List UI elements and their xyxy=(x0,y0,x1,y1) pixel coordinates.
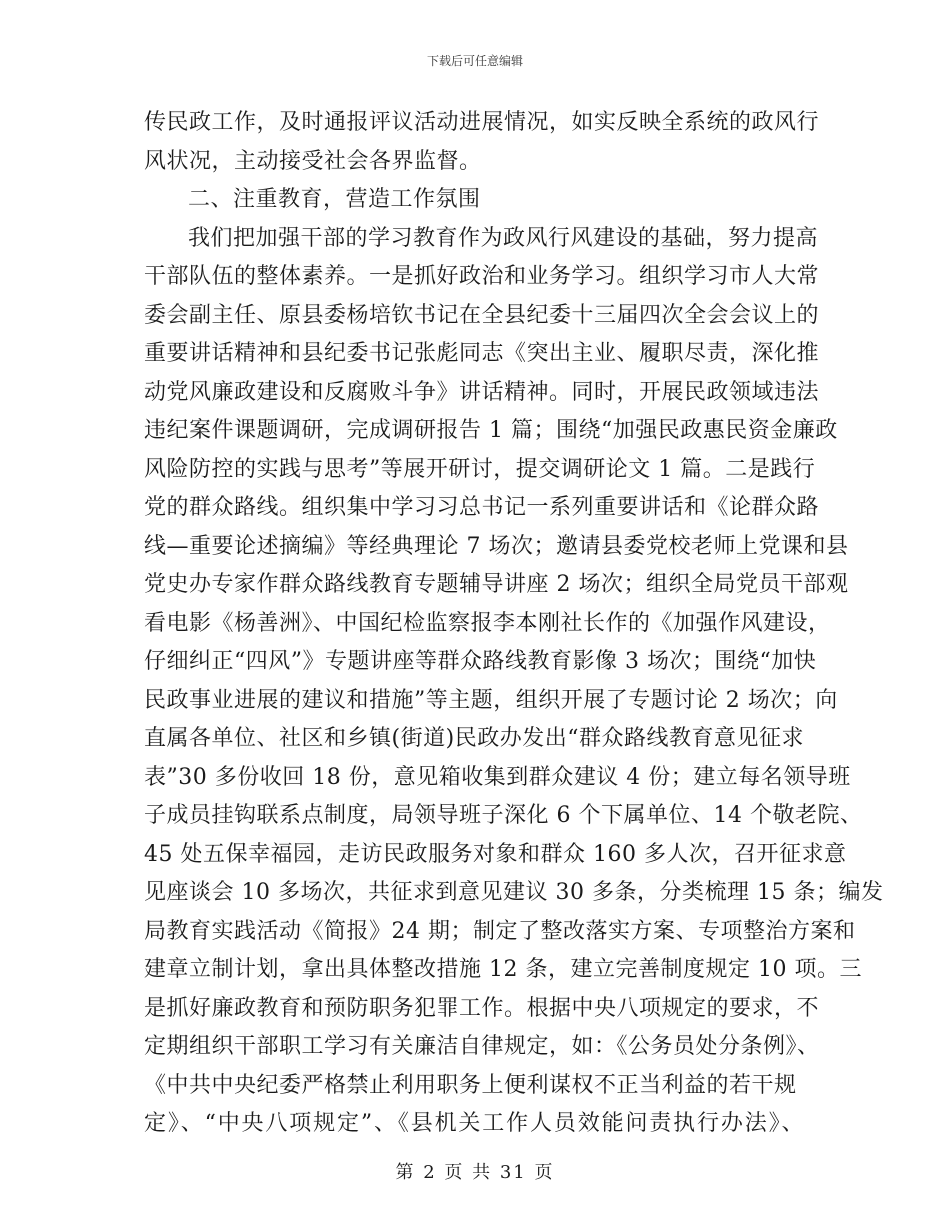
text-line: 委会副主任、原县委杨培钦书记在全县纪委十三届四次全会会议上的 xyxy=(144,302,820,328)
text-line: 定》、“中央八项规定”、《县机关工作人员效能问责执行办法》、 xyxy=(144,1111,804,1136)
text-line: 风险防控的实践与思考”等展开研讨，提交调研论文 1 篇。二是践行 xyxy=(144,456,816,482)
text-line: 45 处五保幸福园，走访民政服务对象和群众 160 多人次，召开征求意 xyxy=(144,841,847,867)
text-line: 看电影《杨善洲》、中国纪检监察报李本刚社长作的《加强作风建设， xyxy=(144,610,831,636)
text-line: 定期组织干部职工学习有关廉洁自律规定，如：《公务员处分条例》、 xyxy=(144,1034,820,1059)
text-line: 动党风廉政建设和反腐败斗争》讲话精神。同时，开展民政领域违法 xyxy=(144,379,820,405)
text-line: 《中共中央纪委严格禁止利用职务上便利谋权不正当利益的若干规 xyxy=(144,1072,797,1098)
text-line: 党史办专家作群众路线教育专题辅导讲座 2 场次；组织全局党员干部观 xyxy=(144,572,849,597)
section-heading: 二、注重教育，营造工作氛围 xyxy=(188,187,481,212)
text-line: 是抓好廉政教育和预防职务犯罪工作。根据中央八项规定的要求，不 xyxy=(144,995,820,1021)
text-line: 违纪案件课题调研，完成调研报告 1 篇；围绕“加强民政惠民资金廉政 xyxy=(144,418,838,443)
text-line: 仔细纠正“四风”》专题讲座等群众路线教育影像 3 场次；围绕“加快 xyxy=(144,649,817,674)
page-header-note: 下载后可任意编辑 xyxy=(426,54,523,68)
text-line: 干部队伍的整体素养。一是抓好政治和业务学习。组织学习市人大常 xyxy=(144,264,820,289)
page-number: 第 2 页 共 31 页 xyxy=(395,1162,555,1183)
text-line: 见座谈会 10 多场次，共征求到意见建议 30 多条，分类梳理 15 条；编发 xyxy=(144,880,884,905)
text-line: 表”30 多份收回 18 份，意见箱收集到群众建议 4 份；建立每名领导班 xyxy=(144,764,851,790)
text-line: 局教育实践活动《简报》24 期；制定了整改落实方案、专项整治方案和 xyxy=(144,918,856,944)
text-line: 建章立制计划，拿出具体整改措施 12 条，建立完善制度规定 10 项。三 xyxy=(144,957,862,982)
text-line: 线—重要论述摘编》等经典理论 7 场次；邀请县委党校老师上党课和县 xyxy=(144,533,849,559)
document-body xyxy=(144,104,884,1144)
text-line: 风状况，主动接受社会各界监督。 xyxy=(144,148,482,174)
text-line: 直属各单位、社区和乡镇(街道)民政办发出“群众路线教育意见征求 xyxy=(144,726,804,751)
text-line: 子成员挂钩联系点制度，局领导班子深化 6 个下属单位、14 个敬老院、 xyxy=(144,803,863,828)
text-line: 民政事业进展的建议和措施”等主题，组织开展了专题讨论 2 场次；向 xyxy=(144,687,838,713)
text-line: 我们把加强干部的学习教育作为政风行风建设的基础，努力提高 xyxy=(188,225,819,251)
text-line: 传民政工作，及时通报评议活动进展情况，如实反映全系统的政风行 xyxy=(144,110,820,135)
text-line: 重要讲话精神和县纪委书记张彪同志《突出主业、履职尽责，深化推 xyxy=(144,341,820,366)
text-line: 党的群众路线。组织集中学习习总书记一系列重要讲话和《论群众路 xyxy=(144,495,820,520)
